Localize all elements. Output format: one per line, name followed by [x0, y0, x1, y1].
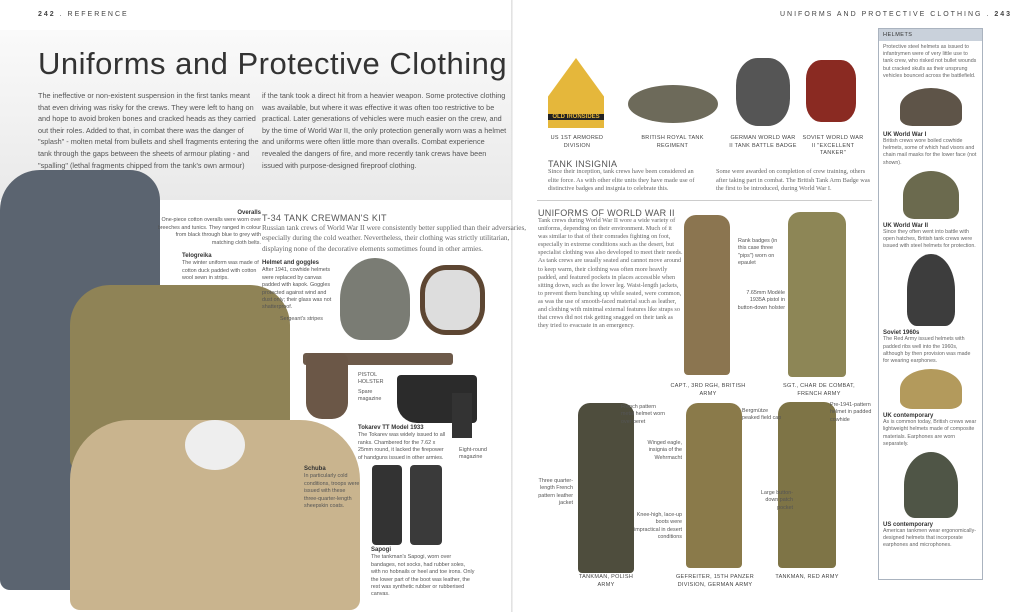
- intro-col-1: The ineffective or non-existent suspension in the first tanks meant that even driving was risky for the crews. They were left to hang on and hope to avoid broken bones and cracked heads as they carried out their roles. Added to that, in combat there was the danger of "splash" - molten metal from bullets and shell fragments entering the tank through the gaps between the sheets of armour plating - and "spalling" (lethal fragments chipped from the tank's own armour): [38, 91, 259, 170]
- book-spine: [511, 0, 513, 612]
- intro-col-2: if the tank took a direct hit from a heavier weapon. Some protective clothing was available, but where it was effective it was often too restrictive to be practical. Later generations of vehicles were much easier on the crew, and by the time of World War II, the only protection generally worn was a helmet and uniforms were often little more than overalls. Combat experience revealed the dangers of fire, and more recently tank crews have been issued with purpose-designed fireproof clothing.: [262, 91, 507, 170]
- helmet-uk-contemporary-text: As is common today, British crews wear lightweight helmets made of composite materials. Earphones are worn separately.: [883, 419, 977, 447]
- figure-british-capt: [684, 215, 730, 375]
- kit-heading: T-34 TANK CREWMAN'S KIT: [262, 213, 387, 223]
- label-sergeants-stripes: Sergeant's stripes: [280, 316, 323, 322]
- left-running-head: 242 . REFERENCE: [38, 11, 129, 18]
- label-eight-round: Eight-round magazine: [459, 447, 487, 461]
- helmets-intro: Protective steel helmets as issued to infantrymen were of very little use to tank crew, who risked not bullet wounds but cracked skulls as their unsprung vehicles bounced across the battlefield.: [883, 44, 977, 79]
- caption-us-armored: US 1ST ARMORED DIVISION: [550, 135, 604, 149]
- kit-text: Russian tank crews of World War II were consistently better supplied than their adversaries, especially during the cold weather. Nevertheless, their clothing was strictly utilitarian, displaying none of the decorative elements sometimes found in other armies.: [262, 224, 527, 253]
- helmets-heading: HELMETS: [879, 29, 982, 41]
- label-winged-eagle: Winged eagle, insignia of the Wehrmacht: [647, 440, 682, 461]
- caption-french-sgt: SGT., CHAR DE COMBAT, FRENCH ARMY: [783, 383, 855, 397]
- helmet-uk-contemporary-title: UK contemporary: [883, 413, 934, 420]
- divider: [537, 200, 872, 201]
- goggles-image: [420, 265, 485, 335]
- tank-insignia-text-1: Since their inception, tank crews have been considered an elite force. As with other elite units they have made use of distinctive badges and insignia to celebrate this.: [548, 168, 695, 193]
- label-patch-pocket: Large button-down patch pocket: [760, 490, 793, 511]
- badge-old-ironsides: OLD IRONSIDES: [548, 114, 604, 120]
- page-title: Uniforms and Protective Clothing: [38, 46, 508, 81]
- helmet-uk-ww1-text: British crews wore boiled cowhide helmets, some of which had visors and chain mail masks for the lower face (not shown).: [883, 138, 977, 166]
- royal-tank-badge-image: [628, 85, 718, 123]
- sheepskin-collar: [185, 420, 245, 470]
- label-pistol-1935: 7.65mm Modèle 1935A pistol in button-down holster: [737, 290, 785, 311]
- label-bergmutze: Bergmütze peaked field cap: [742, 408, 782, 422]
- label-schuba: Schuba In particularly cold conditions, troops were issued with these three-quarter-length sheepskin coats.: [304, 466, 360, 510]
- holster-image: [306, 353, 348, 419]
- tank-helmet-image: [340, 258, 410, 340]
- kit-section: [262, 213, 527, 254]
- helmet-uk-ww1-image: [900, 88, 962, 126]
- tank-insignia-text-2: Some were awarded on completion of crew training, others after taking part in combat. The British Tank Arm Badge was the first to be introduced, during World War I.: [716, 168, 871, 193]
- label-french-helmet: French pattern metal helmet worn over beret: [621, 404, 666, 425]
- label-sapogi: Sapogi The tankman's Sapogi, worn over bandages, not socks, had rubber soles, with no hobnails or heel and toe irons. Only the lower part of the boot was leather, the rest was synthetic rubber or rubberised canvas.: [371, 547, 475, 598]
- figure-french-sgt: [788, 212, 846, 377]
- helmet-uk-ww2-text: Since they often went into battle with open hatches, British tank crews were issued with steel helmets for protection.: [883, 228, 976, 250]
- label-pre1941-helmet: Pre-1941-pattern helmet in padded cowhide: [830, 402, 872, 423]
- helmet-soviet-title: Soviet 1960s: [883, 330, 920, 337]
- caption-british-capt: CAPT., 3RD RGH, BRITISH ARMY: [670, 383, 746, 397]
- label-rank-badges: Rank badges (in this case three "pips") worn on epaulet: [738, 238, 778, 267]
- label-overalls: Overalls One-piece cotton overalls were worn over breeches and tunics. They ranged in colour from black through blue to grey with matching cloth belts.: [157, 210, 261, 246]
- helmets-sidebar: [878, 28, 983, 580]
- caption-royal-tank: BRITISH ROYAL TANK REGIMENT: [641, 135, 704, 149]
- label-tokarev: Tokarev TT Model 1933 The Tokarev was widely issued to all ranks. Chambered for the 7.62 x 25mm round, it lacked the firepower of handguns issued in other armies.: [358, 425, 446, 461]
- helmet-us-contemporary-text: American tankmen wear ergonomically-designed helmets that incorporate earphones and microphones.: [883, 528, 977, 549]
- label-knee-boots: Knee-high, lace-up boots were impractical in desert conditions: [634, 512, 682, 541]
- caption-red-army: TANKMAN, RED ARMY: [775, 574, 839, 580]
- helmet-uk-ww1-title: UK World War I: [883, 132, 927, 139]
- helmet-us-contemporary-title: US contemporary: [883, 522, 934, 529]
- caption-polish: TANKMAN, POLISH ARMY: [578, 574, 634, 588]
- label-spare-magazine: Spare magazine: [358, 389, 382, 403]
- uniforms-text: Tank crews during World War II wore a wide variety of uniforms, depending on their environment. Much of it was similar to that of their comrades fighting on foot, especially in extreme conditions such as the desert, but specialist clothing was also developed to meet their needs. As tank crews are usually seated and cannot move around to keep warm, their clothing was often more heavily padded, and featured pockets in places accessible when sitting down, such as the lower leg. Waist-length jackets, to prevent them bunching up while seated, were common, as was the use of smooth-faced material such as leather, and clothing with minimal external features like straps so that crews did not risk getting snagged on their tank as they tried to evacuate in an emergency.: [538, 217, 683, 330]
- right-running-head: UNIFORMS AND PROTECTIVE CLOTHING . 243: [780, 11, 1012, 18]
- label-pistol-holster: PISTOL HOLSTER: [358, 372, 384, 386]
- helmet-us-contemporary-image: [904, 452, 958, 518]
- label-telogreika: Telogreika The winter uniform was made of cotton duck padded with cotton wool sewn in strips.: [182, 253, 259, 282]
- caption-german-badge: GERMAN WORLD WAR II TANK BATTLE BADGE: [729, 135, 797, 149]
- uniforms-heading: UNIFORMS OF WORLD WAR II: [538, 208, 675, 218]
- tank-insignia-heading: TANK INSIGNIA: [548, 159, 618, 169]
- caption-soviet-badge: SOVIET WORLD WAR II "EXCELLENT TANKER": [802, 135, 864, 156]
- figure-red-army-tankman: [778, 402, 836, 568]
- caption-german: GEFREITER, 15TH PANZER DIVISION, GERMAN ARMY: [675, 574, 754, 588]
- label-leather-jacket: Three quarter-length French pattern leather jacket: [538, 478, 573, 507]
- figure-german-gefreiter: [686, 403, 742, 568]
- figure-polish-tankman: [578, 403, 634, 573]
- helmet-uk-ww2-title: UK World War II: [883, 222, 928, 229]
- helmet-uk-ww2-image: [903, 171, 959, 219]
- label-helmet-goggles: Helmet and goggles After 1941, cowhide helmets were replaced by canvas padded with kapok. Goggles protected against wind and dust only; their glass was not shatterproof.: [262, 260, 332, 311]
- helmet-uk-contemporary-image: [900, 369, 962, 409]
- boot-left-image: [372, 465, 402, 545]
- boot-right-image: [410, 465, 442, 545]
- helmet-soviet-text: The Red Army issued helmets with padded ribs well into the 1960s, although by then provision was made for wearing earphones.: [883, 336, 971, 365]
- magazine-image: [452, 393, 472, 438]
- soviet-tanker-badge-image: [806, 60, 856, 122]
- german-tank-badge-image: [736, 58, 790, 126]
- helmet-soviet-image: [907, 254, 955, 326]
